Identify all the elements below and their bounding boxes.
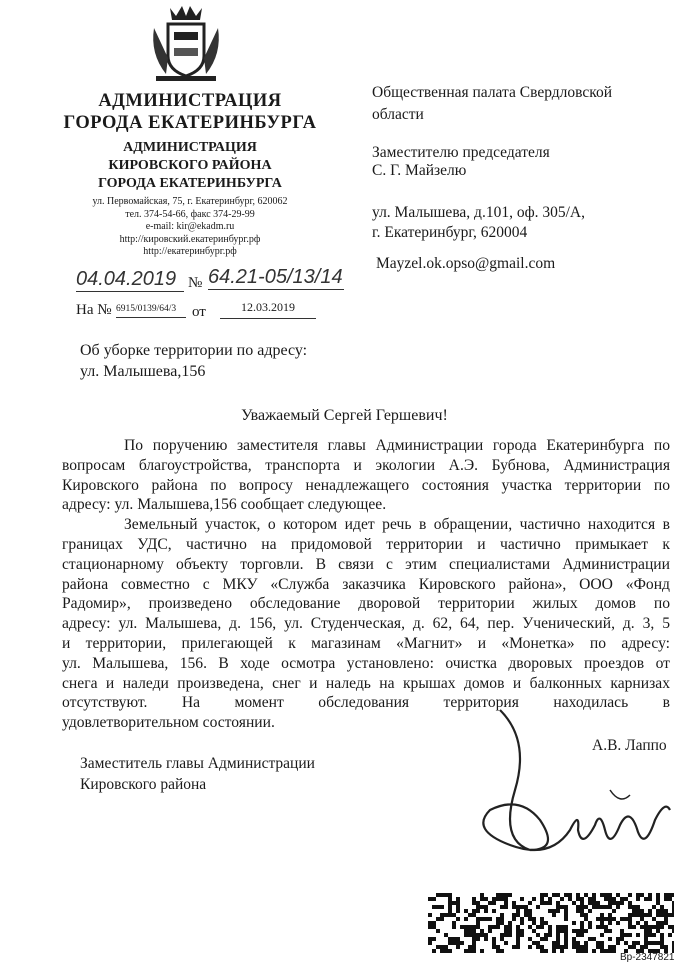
org-website-2: http://екатеринбург.рф [143, 246, 237, 257]
handwritten-signature [470, 700, 689, 870]
suborg-line2: КИРОВСКОГО РАЙОНА [108, 158, 272, 173]
subject-line2: ул. Малышева,156 [80, 363, 206, 380]
paragraph2-line: Земельный участок, о котором идет речь в обращении, частично находится в [124, 516, 670, 534]
org-title-line2: ГОРОДА ЕКАТЕРИНБУРГА [63, 113, 317, 133]
paragraph2-line: отсутствуют. На момент обследования территория находилась в [62, 694, 670, 712]
recipient-address1: ул. Малышева, д.101, оф. 305/А, [372, 204, 585, 221]
ref-from-label: от [192, 304, 206, 320]
ref-number: 6915/0139/64/3 [116, 304, 186, 318]
letter-body [62, 436, 670, 733]
paragraph2-line: и территории, прилегающей к магазинам «Магнит» и «Монетка» по адресу: [62, 634, 670, 652]
signatory-position [80, 753, 315, 795]
org-title-line1: АДМИНИСТРАЦИЯ [98, 91, 282, 111]
signatory-position-line1: Заместитель главы Администрации [80, 755, 315, 772]
paragraph1-line: По поручению заместителя главы Администрации города Екатеринбурга по [124, 437, 670, 454]
paragraph2-line: адресу: ул. Малышева, д. 156, ул. Студенческая, д. 62, 64, пер. Ученический, д. 3, 5 [62, 615, 670, 633]
paragraph2-line: ул. Малышева, 156. В ходе осмотра установлено: очистка дворовых проездов от [62, 654, 670, 672]
ref-label: На № [76, 302, 112, 318]
document-code: Вр-2347821 [620, 952, 675, 963]
paragraph1-line: адресу: ул. Малышева,156 сообщает следующее. [62, 496, 387, 514]
paragraph2-line: стационарному объекту торговли. В связи с этим специалистами Администрации [62, 555, 670, 573]
recipient-org-line2: области [372, 106, 424, 123]
org-contacts [60, 196, 320, 259]
org-address: ул. Первомайская, 75, г. Екатеринбург, 620062 [92, 196, 288, 207]
suborg-line3: ГОРОДА ЕКАТЕРИНБУРГА [98, 176, 282, 191]
paragraph1-line: вопросам благоустройства, транспорта и экологии А.Э. Бубнова, Администрация [62, 456, 670, 474]
org-email: e-mail: kir@ekadm.ru [145, 221, 235, 232]
outgoing-number: 64.21-05/13/14 [208, 266, 343, 288]
suborg-line1: АДМИНИСТРАЦИЯ [123, 140, 257, 155]
subject-line1: Об уборке территории по адресу: [80, 342, 308, 359]
paragraph2-line: района совместно с МКУ «Служба заказчика Кировского района», ООО «Фонд [62, 575, 670, 593]
org-website: http://кировский.екатеринбург.рф [119, 233, 261, 245]
recipient-org-line1: Общественная палата Свердловской [372, 84, 613, 101]
recipient-position: Заместителю председателя [372, 144, 550, 161]
number-label: № [188, 275, 203, 291]
outgoing-date: 04.04.2019 [76, 268, 184, 292]
recipient-name: С. Г. Майзелю [372, 162, 467, 179]
signatory-position-line2: Кировского района [80, 776, 207, 793]
paragraph1-line: Кировского района по вопросу ненадлежащего состояния участка территории по [62, 476, 670, 494]
paragraph2-line: границах УДС, частично на придомовой территории и частично примыкает к [62, 535, 670, 553]
ref-date: 12.03.2019 [220, 300, 316, 319]
recipient-address2: г. Екатеринбург, 620004 [372, 224, 528, 241]
greeting: Уважаемый Сергей Гершевич! [241, 407, 448, 424]
subject [80, 340, 307, 382]
paragraph2-line: снега и наледи произведена, снег и наледь на крышах домов и балконных карнизах [62, 674, 670, 692]
paragraph2-line: удовлетворительном состоянии. [62, 714, 275, 732]
document-barcode [428, 893, 674, 953]
org-phone: тел. 374-54-66, факс 374-29-99 [125, 208, 255, 220]
recipient-email: Mayzel.ok.opso@gmail.com [376, 255, 556, 272]
signatory-name: А.В. Лаппо [592, 737, 667, 754]
paragraph2-line: Радомир», произведено обследование дворовой территории жилых домов по [62, 595, 670, 613]
coat-of-arms-emblem [150, 4, 222, 84]
